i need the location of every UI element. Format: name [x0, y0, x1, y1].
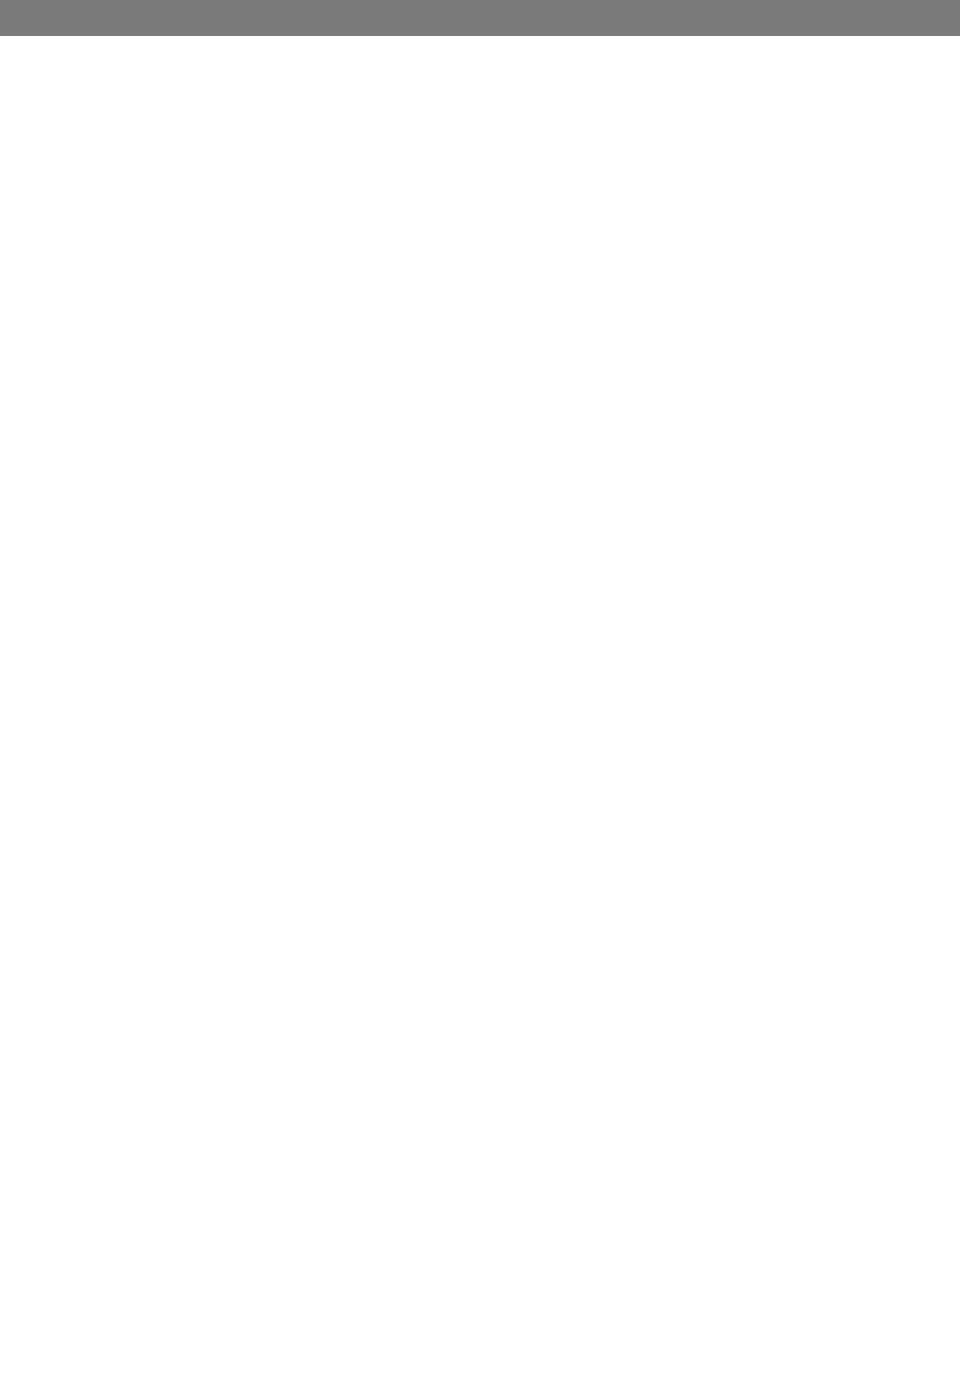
- document-title-bar: [0, 0, 960, 36]
- permit-records-table: [0, 42, 960, 1360]
